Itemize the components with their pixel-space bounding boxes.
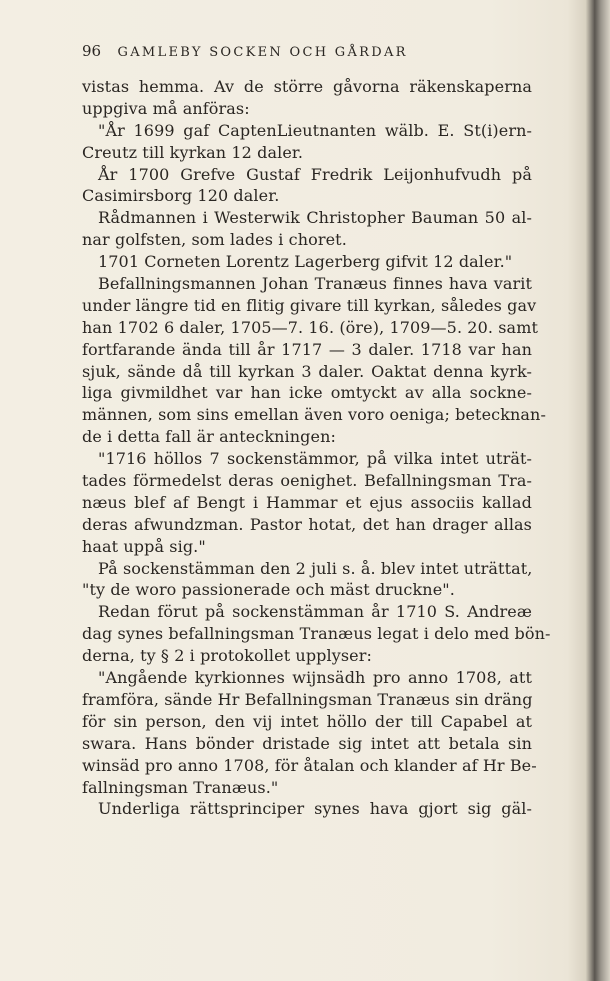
text-line: tades förmedelst deras oenighet. Befallningsman Tra- xyxy=(82,471,532,491)
text-line: næus blef af Bengt i Hammar et ejus associis kallad xyxy=(82,492,532,512)
text-line: vistas hemma. Av de större gåvorna räkenskaperna xyxy=(82,77,532,96)
text-line: På sockenstämman den 2 juli s. å. blev intet uträttat, xyxy=(98,558,533,578)
text-line: dag synes befallningsman Tranæus legat i delo med bön- xyxy=(82,624,551,644)
running-head xyxy=(82,41,542,63)
body-text xyxy=(82,76,551,820)
text-line: deras afwundzman. Pastor hotat, det han drager allas xyxy=(82,514,532,534)
text-line: sjuk, sände då till kyrkan 3 daler. Oaktat denna kyrk- xyxy=(82,361,532,381)
text-line: männen, som sins emellan även voro oeniga; betecknan- xyxy=(82,405,546,425)
text-line: winsäd pro anno 1708, för åtalan och klander af Hr Be- xyxy=(82,755,537,775)
text-line: framföra, sände Hr Befallningsman Tranæus sin dräng xyxy=(82,689,533,709)
text-line: för sin person, den vij intet höllo der till Capabel at xyxy=(82,711,532,731)
text-line: haat uppå sig." xyxy=(82,536,206,556)
text-line: liga givmildhet var han icke omtyckt av alla sockne- xyxy=(82,383,532,403)
text-line: "Angående kyrkionnes wijnsädh pro anno 1708, att xyxy=(98,668,532,688)
text-line: de i detta fall är anteckningen: xyxy=(82,427,336,447)
text-line: Underliga rättsprinciper synes hava gjort sig gäl- xyxy=(98,799,532,819)
text-line: Redan förut på sockenstämman år 1710 S. Andreæ xyxy=(98,602,532,622)
text-line: Rådmannen i Westerwik Christopher Bauman 50 al- xyxy=(98,208,532,228)
text-line: 1701 Corneten Lorentz Lagerberg gifvit 12 daler." xyxy=(98,252,513,272)
text-line: under längre tid en flitig givare till kyrkan, således gav xyxy=(82,295,537,315)
text-line: derna, ty § 2 i protokollet upplyser: xyxy=(82,646,372,666)
text-line: han 1702 6 daler, 1705—7. 16. (öre), 1709—5. 20. samt xyxy=(82,317,538,337)
text-line: nar golfsten, som lades i choret. xyxy=(82,230,347,250)
text-line: uppgiva må anföras: xyxy=(82,98,250,118)
text-line: Befallningsmannen Johan Tranæus finnes hava varit xyxy=(98,274,532,294)
text-line: "1716 höllos 7 sockenstämmor, på vilka intet uträt- xyxy=(98,449,532,469)
text-line: fallningsman Tranæus." xyxy=(82,777,279,797)
text-line: swara. Hans bönder dristade sig intet att betala sin xyxy=(82,733,532,753)
text-line: "ty de woro passionerade och mäst druckne". xyxy=(82,580,455,600)
text-line: fortfarande ända till år 1717 — 3 daler. 1718 var han xyxy=(82,339,532,359)
text-line: Creutz till kyrkan 12 daler. xyxy=(82,142,304,162)
text-line: År 1700 Grefve Gustaf Fredrik Leijonhufvudh på xyxy=(98,164,532,184)
text-line: "År 1699 gaf CaptenLieutnanten wälb. E. St(i)ern- xyxy=(98,120,532,140)
text-line: Casimirsborg 120 daler. xyxy=(82,186,280,206)
page-number: 96 xyxy=(82,42,102,60)
running-title: GAMLEBY SOCKEN OCH GÅRDAR xyxy=(117,45,408,60)
